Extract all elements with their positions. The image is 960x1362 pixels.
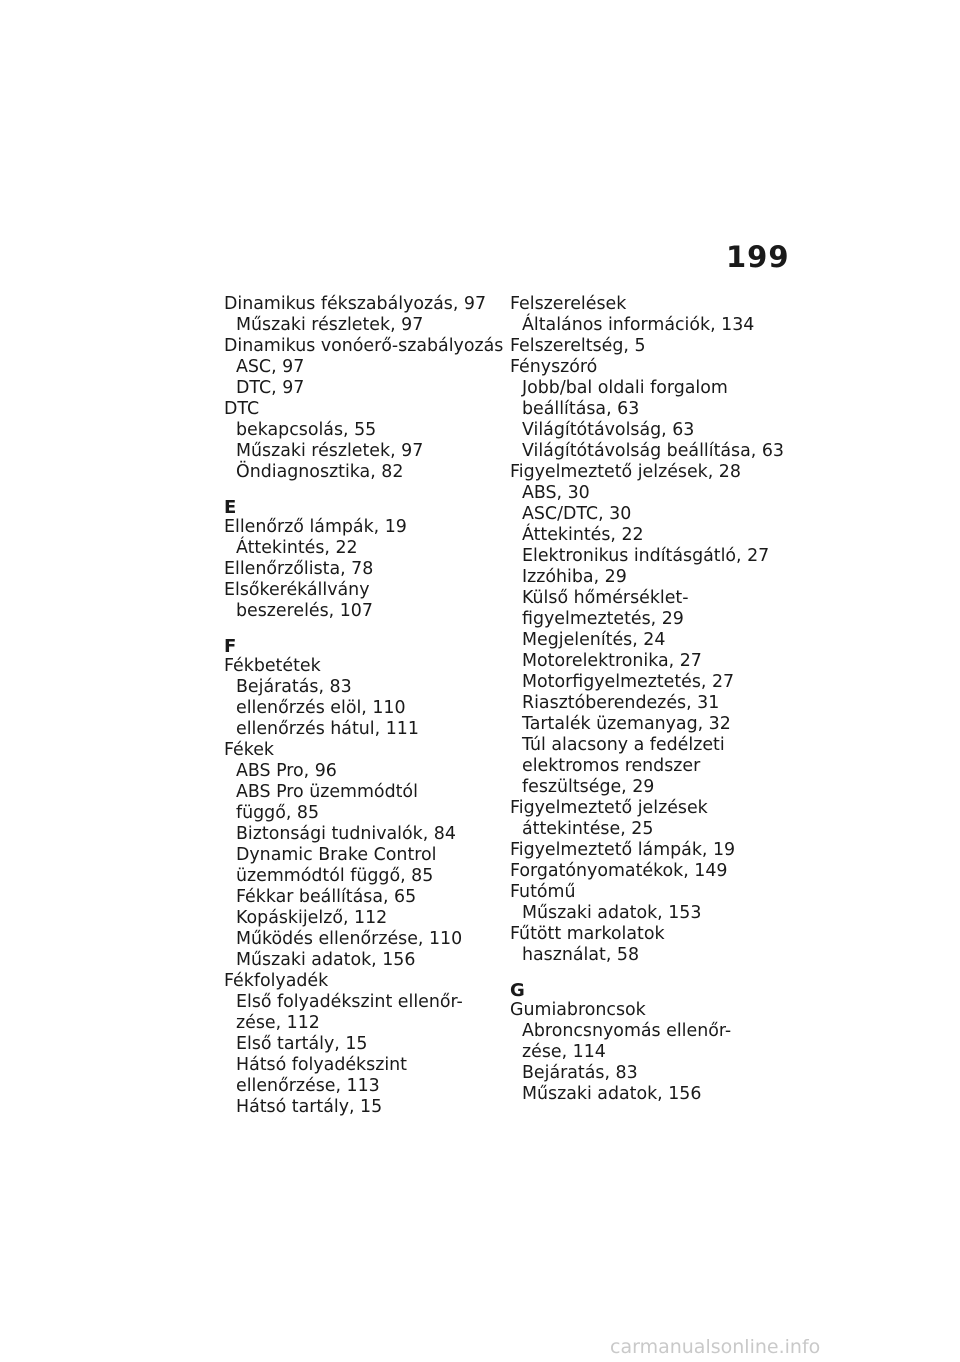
- index-entry: Elsőkerékállvány: [224, 580, 370, 600]
- index-subentry: Műszaki részletek, 97: [236, 315, 424, 335]
- index-subentry: Riasztóberendezés, 31: [522, 693, 720, 713]
- index-subentry: Világítótávolság beállítása, 63: [522, 441, 784, 461]
- index-subentry: Első tartály, 15: [236, 1034, 368, 1054]
- index-subentry: üzemmódtól függő, 85: [236, 866, 434, 886]
- section-gap: [510, 966, 810, 976]
- index-subentry: Hátsó folyadékszint: [236, 1055, 407, 1075]
- index-subentry: Elektronikus indításgátló, 27: [522, 546, 770, 566]
- index-subentry: Áttekintés, 22: [522, 525, 644, 545]
- index-entry: Fékek: [224, 740, 274, 760]
- index-subentry: áttekintése, 25: [522, 819, 654, 839]
- index-subentry: Bejáratás, 83: [236, 677, 352, 697]
- index-subentry: zése, 112: [236, 1013, 320, 1033]
- index-subentry: ASC/DTC, 30: [522, 504, 632, 524]
- index-entry: Fékbetétek: [224, 656, 321, 676]
- index-subentry: Jobb/bal oldali forgalom: [522, 378, 728, 398]
- index-subentry: Bejáratás, 83: [522, 1063, 638, 1083]
- index-entry: Figyelmeztető jelzések: [510, 798, 708, 818]
- index-subentry: DTC, 97: [236, 378, 305, 398]
- index-subentry: Dynamic Brake Control: [236, 845, 437, 865]
- index-subentry: Műszaki részletek, 97: [236, 441, 424, 461]
- index-subentry: ABS Pro üzemmódtól: [236, 782, 418, 802]
- index-subentry: ABS, 30: [522, 483, 590, 503]
- index-subentry: Biztonsági tudnivalók, 84: [236, 824, 456, 844]
- index-subentry: ABS Pro, 96: [236, 761, 337, 781]
- index-subentry: Kopáskijelző, 112: [236, 908, 388, 928]
- index-entry: DTC: [224, 399, 260, 419]
- index-subentry: ellenőrzés hátul, 111: [236, 719, 419, 739]
- index-section-letter: E: [224, 497, 237, 518]
- index-subentry: bekapcsolás, 55: [236, 420, 377, 440]
- index-subentry: Túl alacsony a fedélzeti: [522, 735, 725, 755]
- page-number: 199: [726, 240, 790, 274]
- index-subentry: zése, 114: [522, 1042, 606, 1062]
- index-subentry: feszültsége, 29: [522, 777, 655, 797]
- index-subentry: ASC, 97: [236, 357, 305, 377]
- index-subentry: Megjelenítés, 24: [522, 630, 666, 650]
- index-entry: Felszereltség, 5: [510, 336, 646, 356]
- index-subentry: Világítótávolság, 63: [522, 420, 695, 440]
- index-entry: Felszerelések: [510, 294, 627, 314]
- index-entry: Dinamikus fékszabályozás, 97: [224, 294, 487, 314]
- index-entry: Gumiabroncsok: [510, 1000, 646, 1020]
- index-subentry: beállítása, 63: [522, 399, 640, 419]
- index-entry: Figyelmeztető lámpák, 19: [510, 840, 736, 860]
- index-subentry: ellenőrzése, 113: [236, 1076, 380, 1096]
- index-subentry: Műszaki adatok, 156: [522, 1084, 702, 1104]
- index-subentry: Hátsó tartály, 15: [236, 1097, 383, 1117]
- index-entry: Dinamikus vonóerő-szabályozás: [224, 336, 504, 356]
- index-subentry: figyelmeztetés, 29: [522, 609, 684, 629]
- index-subentry: Külső hőmérséklet-: [522, 588, 689, 608]
- index-subentry: Izzóhiba, 29: [522, 567, 627, 587]
- index-subentry: Működés ellenőrzése, 110: [236, 929, 463, 949]
- index-subentry: függő, 85: [236, 803, 320, 823]
- index-subentry: Áttekintés, 22: [236, 538, 358, 558]
- section-gap: [224, 622, 504, 632]
- index-column-right: [510, 294, 810, 1105]
- index-entry: Ellenőrző lámpák, 19: [224, 517, 407, 537]
- index-subentry: ellenőrzés elöl, 110: [236, 698, 406, 718]
- watermark: carmanualsonline.info: [610, 1336, 821, 1358]
- index-subentry: elektromos rendszer: [522, 756, 701, 776]
- index-subentry: Általános információk, 134: [522, 315, 755, 335]
- index-entry: Forgatónyomatékok, 149: [510, 861, 728, 881]
- index-subentry: Abroncsnyomás ellenőr-: [522, 1021, 732, 1041]
- index-subentry: Műszaki adatok, 156: [236, 950, 416, 970]
- index-entry: Ellenőrzőlista, 78: [224, 559, 374, 579]
- index-entry: Fűtött markolatok: [510, 924, 665, 944]
- section-gap: [224, 483, 504, 493]
- index-entry: Figyelmeztető jelzések, 28: [510, 462, 741, 482]
- index-subentry: Fékkar beállítása, 65: [236, 887, 417, 907]
- index-subentry: Tartalék üzemanyag, 32: [522, 714, 731, 734]
- index-entry: Fékfolyadék: [224, 971, 329, 991]
- index-subentry: Műszaki adatok, 153: [522, 903, 702, 923]
- index-subentry: Első folyadékszint ellenőr-: [236, 992, 463, 1012]
- index-subentry: Öndiagnosztika, 82: [236, 462, 404, 482]
- index-subentry: Motorfigyelmeztetés, 27: [522, 672, 735, 692]
- index-entry: Fényszóró: [510, 357, 598, 377]
- index-subentry: használat, 58: [522, 945, 640, 965]
- index-section-letter: F: [224, 636, 237, 657]
- index-subentry: beszerelés, 107: [236, 601, 373, 621]
- index-entry: Futómű: [510, 882, 576, 902]
- index-subentry: Motorelektronika, 27: [522, 651, 702, 671]
- index-column-left: [224, 294, 504, 1118]
- index-section-letter: G: [510, 980, 525, 1001]
